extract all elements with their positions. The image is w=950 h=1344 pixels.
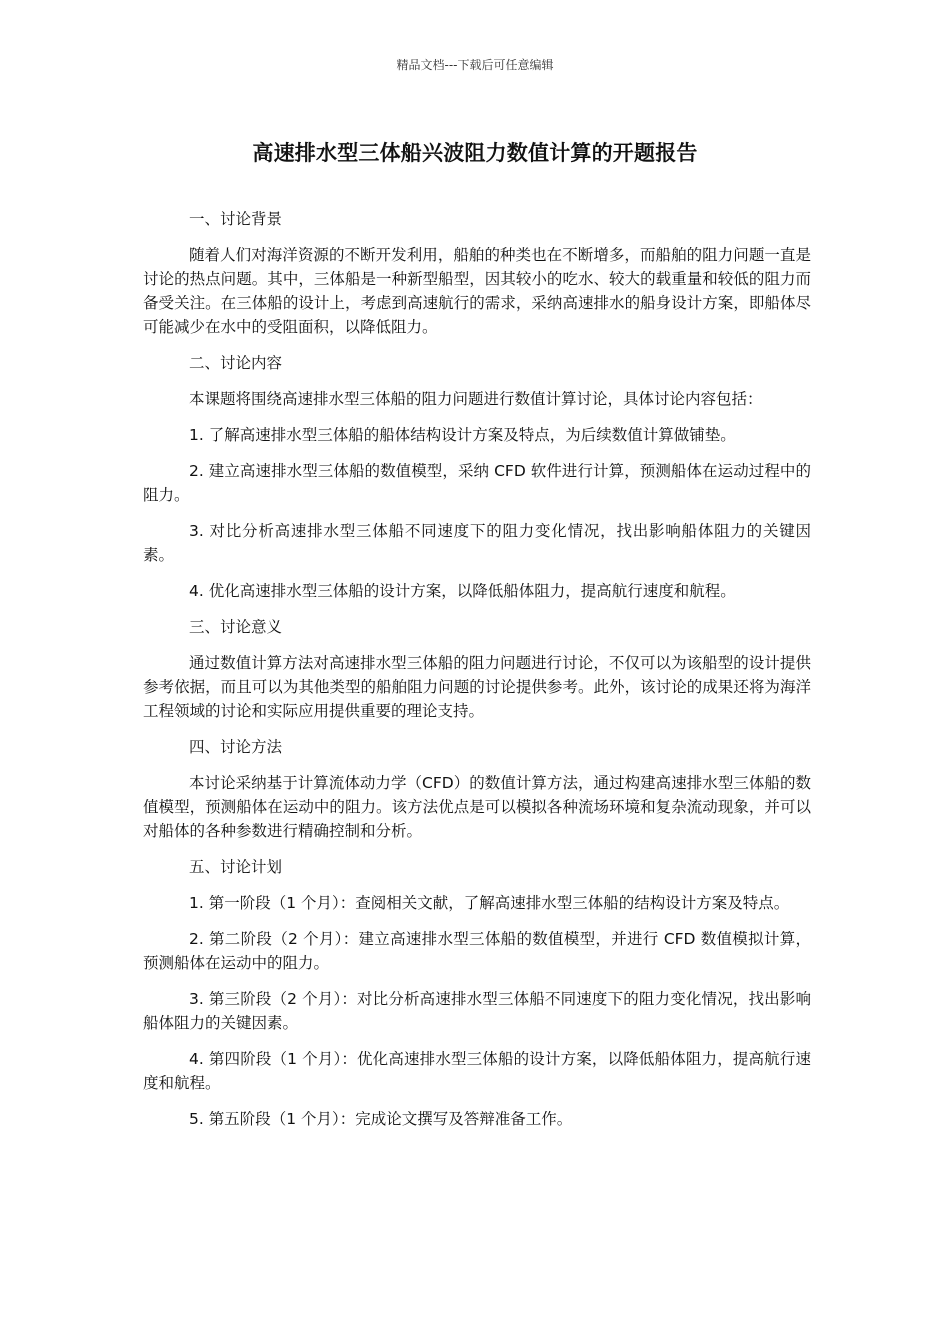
plan-list-item: 2. 第二阶段（2 个月）：建立高速排水型三体船的数值模型，并进行 CFD 数值模拟计算，预测船体在运动中的阻力。 (143, 930, 811, 972)
section-heading-background: 一、讨论背景 (189, 210, 283, 228)
section-heading-significance: 三、讨论意义 (189, 618, 283, 636)
plan-list-item: 1. 第一阶段（1 个月）：查阅相关文献，了解高速排水型三体船的结构设计方案及特点。 (189, 894, 790, 912)
significance-paragraph: 通过数值计算方法对高速排水型三体船的阻力问题进行讨论，不仅可以为该船型的设计提供参考依据，而且可以为其他类型的船舶阻力问题的讨论提供参考。此外，该讨论的成果还将为海洋工程领域的讨论和实际应用提供重要的理论支持。 (143, 654, 811, 720)
document-body (143, 207, 811, 1143)
method-paragraph: 本讨论采纳基于计算流体动力学（CFD）的数值计算方法，通过构建高速排水型三体船的数值模型，预测船体在运动中的阻力。该方法优点是可以模拟各种流场环境和复杂流动现象，并可以对船体的各种参数进行精确控制和分析。 (143, 774, 811, 840)
plan-list-item: 3. 第三阶段（2 个月）：对比分析高速排水型三体船不同速度下的阻力变化情况，找出影响船体阻力的关键因素。 (143, 990, 811, 1032)
section-heading-content: 二、讨论内容 (189, 354, 283, 372)
background-paragraph: 随着人们对海洋资源的不断开发利用，船舶的种类也在不断增多，而船舶的阻力问题一直是讨论的热点问题。其中，三体船是一种新型船型，因其较小的吃水、较大的载重量和较低的阻力而备受关注。在三体船的设计上，考虑到高速航行的需求，采纳高速排水的船身设计方案，即船体尽可能减少在水中的受阻面积，以降低阻力。 (143, 246, 811, 336)
content-intro-paragraph: 本课题将围绕高速排水型三体船的阻力问题进行数值计算讨论，具体讨论内容包括： (189, 390, 763, 408)
plan-list-item: 5. 第五阶段（1 个月）：完成论文撰写及答辩准备工作。 (189, 1110, 573, 1128)
document-title: 高速排水型三体船兴波阻力数值计算的开题报告 (252, 141, 698, 165)
content-list-item: 2. 建立高速排水型三体船的数值模型，采纳 CFD 软件进行计算，预测船体在运动过程中的阻力。 (143, 462, 811, 504)
section-heading-method: 四、讨论方法 (189, 738, 283, 756)
page-header: 精品文档---下载后可任意编辑 (396, 58, 554, 72)
plan-list-item: 4. 第四阶段（1 个月）：优化高速排水型三体船的设计方案，以降低船体阻力，提高航行速度和航程。 (143, 1050, 811, 1092)
content-list-item: 4. 优化高速排水型三体船的设计方案，以降低船体阻力，提高航行速度和航程。 (189, 582, 736, 600)
section-heading-plan: 五、讨论计划 (189, 858, 283, 876)
content-list-item: 1. 了解高速排水型三体船的船体结构设计方案及特点，为后续数值计算做铺垫。 (189, 426, 736, 444)
content-list-item: 3. 对比分析高速排水型三体船不同速度下的阻力变化情况，找出影响船体阻力的关键因素。 (143, 522, 811, 564)
